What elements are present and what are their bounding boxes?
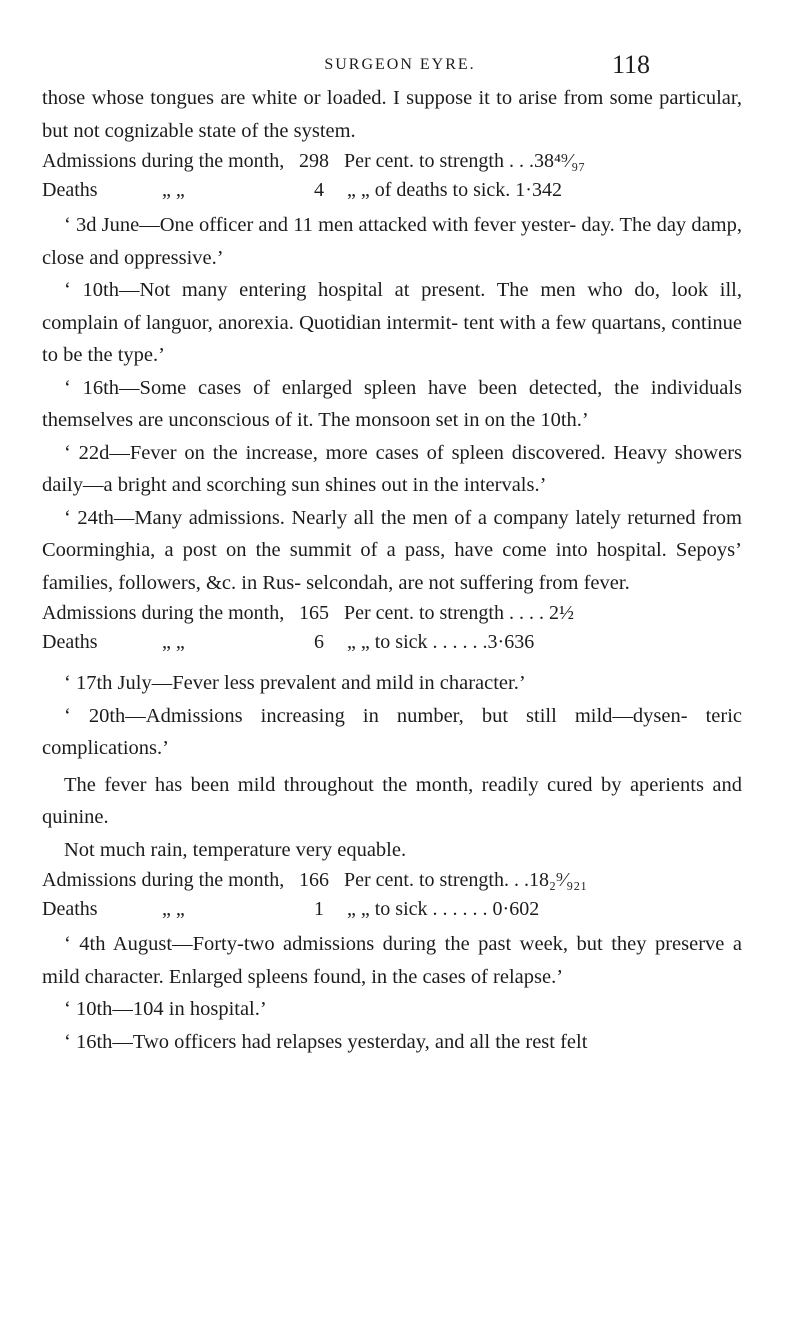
paragraph-9: The fever has been mild throughout the month, readily cured by aperients and quinine. [42, 773, 742, 828]
stats-label: Deaths [42, 631, 98, 653]
stats-percent: Per cent. to strength. . .18₂⁹⁄₉₂₁ [344, 869, 588, 891]
paragraph-11: ‘ 4th August—Forty-two admissions during the past week, but they preserve a mild character. Enlarged spleens found, in the cases of relapse.’ [42, 933, 742, 988]
stats-number: 4 [314, 179, 324, 201]
paragraph-2: ‘ 3d June—One officer and 11 men attacked with fever yester- day. The day damp, close and oppressive.’ [42, 214, 742, 269]
stats-number: 6 [314, 631, 324, 653]
stats-deaths-2 [42, 628, 742, 657]
stats-admissions-3 [42, 866, 742, 895]
paragraph-3: ‘ 10th—Not many entering hospital at present. The men who do, look ill, complain of languor, anorexia. Quotidian intermit- tent with a few quartans, continue to be the type.’ [42, 279, 742, 366]
page-number: 118 [612, 50, 651, 79]
stats-label: Deaths [42, 179, 98, 201]
paragraph-5: ‘ 22d—Fever on the increase, more cases of spleen discovered. Heavy showers daily—a bright and scorching sun shines out in the intervals.’ [42, 441, 742, 496]
paragraph-7: ‘ 17th July—Fever less prevalent and mild in character.’ [64, 672, 526, 694]
stats-deaths-1 [42, 176, 742, 205]
paragraph-10: Not much rain, temperature very equable. [64, 838, 407, 861]
stats-percent: Per cent. to strength . . . . 2½ [344, 602, 574, 624]
paragraph-8: ‘ 20th—Admissions increasing in number, but still mild—dysen- teric complications.’ [42, 704, 742, 759]
stats-label: Admissions during the month, [42, 869, 285, 891]
stats-number: 1 [314, 898, 324, 920]
paragraph-13: ‘ 16th—Two officers had relapses yesterday, and all the rest felt [64, 1030, 588, 1053]
stats-number: 166 [299, 869, 329, 891]
stats-ratio: „ „ to sick . . . . . . 0·602 [347, 898, 540, 920]
stats-label: Admissions during the month, [42, 150, 285, 172]
paragraph-1: those whose tongues are white or loaded. I suppose it to arise from some particular, but not cognizable state of the system. [42, 87, 742, 142]
stats-ditto: „ „ [162, 631, 185, 653]
running-title: SURGEON EYRE. [324, 56, 476, 73]
paragraph-12: ‘ 10th—104 in hospital.’ [64, 998, 267, 1020]
paragraph-4: ‘ 16th—Some cases of enlarged spleen have been detected, the individuals themselves are unconscious of it. The monsoon set in on the 10th.’ [42, 376, 742, 431]
stats-deaths-3 [42, 895, 742, 924]
stats-admissions-2 [42, 599, 742, 628]
stats-number: 298 [299, 150, 329, 172]
stats-ditto: „ „ [162, 179, 185, 201]
stats-number: 165 [299, 602, 329, 624]
stats-admissions-1 [42, 147, 742, 176]
paragraph-6: ‘ 24th—Many admissions. Nearly all the men of a company lately returned from Coorminghia, a post on the summit of a pass, have come into hospital. Sepoys’ families, followers, &c. in Rus- selcondah, are not suffering from fever. [42, 506, 742, 594]
stats-label: Admissions during the month, [42, 602, 285, 624]
stats-percent: Per cent. to strength . . .38⁴⁹⁄₉₇ [344, 150, 586, 172]
stats-ditto: „ „ [162, 898, 185, 920]
stats-ratio: „ „ to sick . . . . . .3·636 [347, 631, 535, 653]
stats-ratio: „ „ of deaths to sick. 1·342 [347, 179, 562, 201]
stats-label: Deaths [42, 898, 98, 920]
body-text [42, 82, 742, 1058]
running-head [0, 50, 800, 80]
